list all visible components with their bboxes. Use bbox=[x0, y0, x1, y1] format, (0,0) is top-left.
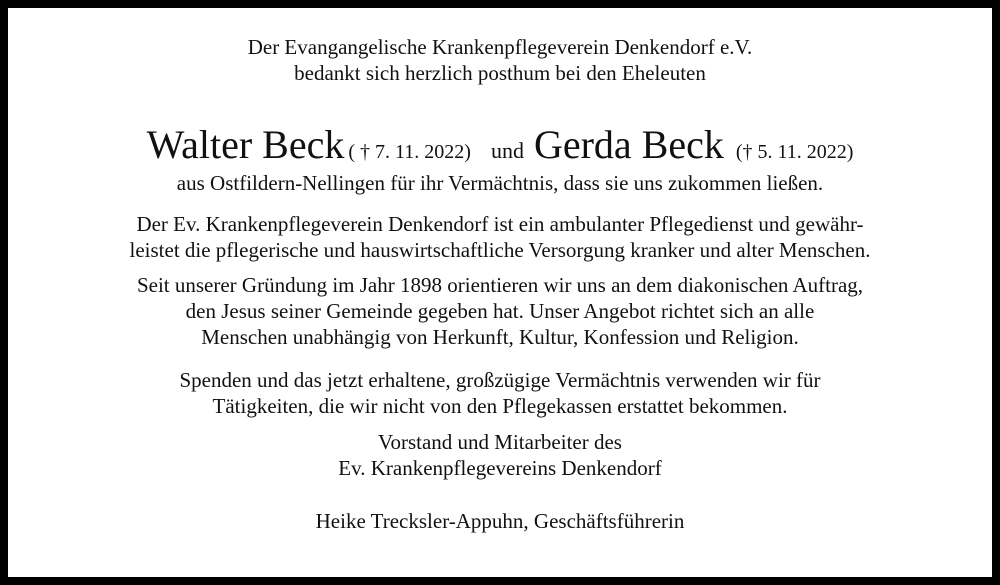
paragraph-service bbox=[8, 211, 992, 263]
paragraph-service-line-2: leistet die pflegerische und hauswirtschaftliche Versorgung kranker und alter Menschen. bbox=[129, 238, 871, 262]
paragraph-mission bbox=[8, 272, 992, 350]
paragraph-mission-line-1: Seit unserer Gründung im Jahr 1898 orientieren wir uns an dem diakonischen Auftrag, bbox=[136, 273, 864, 297]
paragraph-service-line-1: Der Ev. Krankenpflegeverein Denkendorf ist ein ambulanter Pflegedienst und gewähr- bbox=[136, 212, 864, 236]
signature-block bbox=[8, 429, 992, 481]
person-2-name: Gerda Beck bbox=[533, 122, 724, 167]
intro-line-2: bedankt sich herzlich posthum bei den Eheleuten bbox=[294, 61, 706, 85]
paragraph-donations-line-1: Spenden und das jetzt erhaltene, großzügige Vermächtnis verwenden wir für bbox=[179, 368, 821, 392]
signature-line-2: Ev. Krankenpflegevereins Denkendorf bbox=[338, 456, 662, 480]
intro-line-1: Der Evangangelische Krankenpflegeverein Denkendorf e.V. bbox=[247, 35, 753, 59]
signature-line-1: Vorstand und Mitarbeiter des bbox=[378, 430, 622, 454]
paragraph-mission-line-3: Menschen unabhängig von Herkunft, Kultur, Konfession und Religion. bbox=[201, 325, 799, 349]
paragraph-donations bbox=[8, 367, 992, 419]
person-1-name: Walter Beck bbox=[146, 122, 345, 167]
bequest-line: aus Ostfildern-Nellingen für ihr Vermächtnis, dass sie uns zukommen ließen. bbox=[176, 171, 824, 195]
paragraph-donations-line-2: Tätigkeiten, die wir nicht von den Pflegekassen erstattet bekommen. bbox=[212, 394, 788, 418]
paragraph-mission-line-2: den Jesus seiner Gemeinde gegeben hat. Unser Angebot richtet sich an alle bbox=[185, 299, 815, 323]
intro-block bbox=[8, 34, 992, 86]
names-connector: und bbox=[490, 138, 524, 163]
person-2-date: († 5. 11. 2022) bbox=[735, 141, 854, 163]
notice-frame bbox=[8, 8, 992, 577]
deceased-names bbox=[8, 121, 992, 168]
signature-person: Heike Trecksler-Appuhn, Geschäftsführerin bbox=[315, 509, 685, 533]
person-1-date: ( † 7. 11. 2022) bbox=[348, 141, 471, 163]
